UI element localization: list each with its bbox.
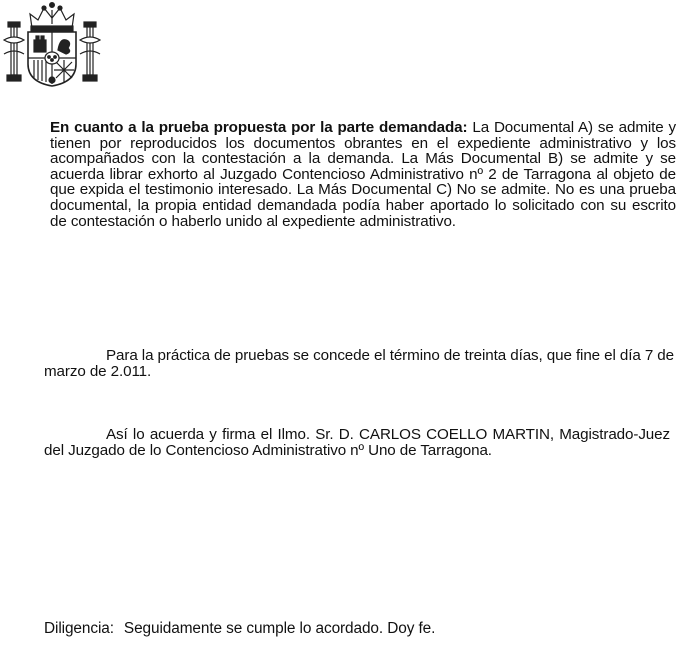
diligence-label: Diligencia: xyxy=(44,620,114,637)
ruling-text: La Documental A) se admite y tienen por reproducidos los documentos obrantes en el expediente administrativo y los acompañados con la contestación a la demanda. La Más Documental B) se admite y se acuerda librar exhorto al Juzgado Contencioso Administrativo nº 2 de Tarragona al objeto de que expida el testimonio interesado. La Más Documental C) No se admite. No es una prueba documental, la propia entidad demandada podía haber aportado lo solicitado con su escrito de contestación o haberlo unido al expediente administrativo. xyxy=(50,119,676,230)
signature-paragraph: Así lo acuerda y firma el Ilmo. Sr. D. CARLOS COELLO MARTIN, Magistrado-Juez del Juzgado de lo Contencioso Administrativo nº Uno de Tarragona. xyxy=(44,426,670,459)
spanish-coat-of-arms-icon xyxy=(2,2,102,88)
diligence-text: Seguidamente se cumple lo acordado. Doy fe. xyxy=(123,620,436,637)
left-pillar-icon xyxy=(4,22,24,81)
term-paragraph: Para la práctica de pruebas se concede el término de treinta días, que fine el día 7 de marzo de 2.011. xyxy=(44,347,674,380)
shield-icon xyxy=(28,32,76,86)
right-pillar-icon xyxy=(80,22,100,81)
ruling-lead: En cuanto a la prueba propuesta por la parte demandada: xyxy=(50,119,468,136)
crown-icon xyxy=(30,3,74,31)
ruling-paragraph xyxy=(50,120,676,229)
diligence-paragraph xyxy=(44,621,664,637)
